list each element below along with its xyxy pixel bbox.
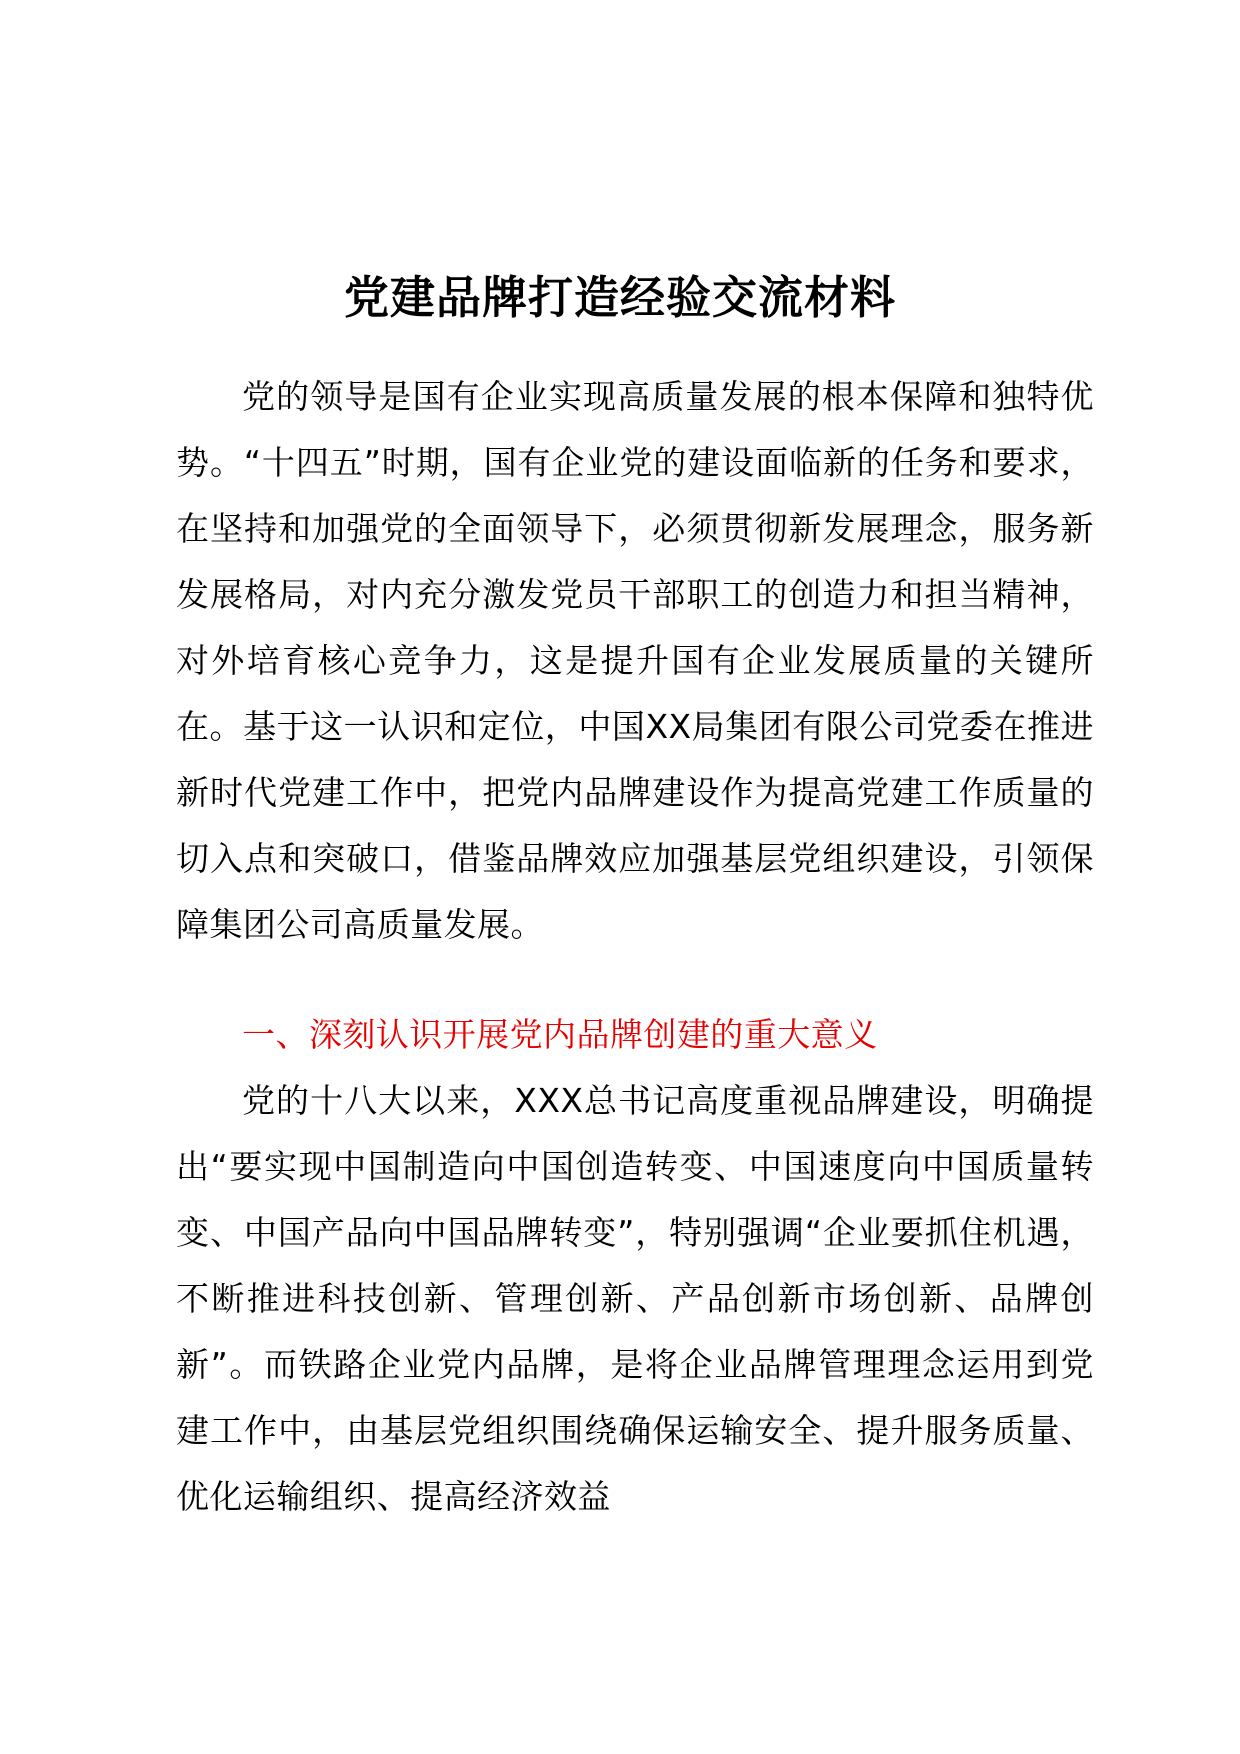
body-paragraph-2 (176, 1068, 1094, 1530)
paragraph-text-2: 党的十八大以来，XXX总书记高度重视品牌建设，明确提出“要实现中国制造向中国创造转变、中国速度向中国质量转变、中国产品向中国品牌转变”，特别强调“企业要抓住机遇，不断推进科技创新、管理创新、产品创新市场创新、品牌创新”。而铁路企业党内品牌，是将企业品牌管理理念运用到党建工作中，由基层党组织围绕确保运输安全、提升服务质量、优化运输组织、提高经济效益 (176, 1081, 1094, 1516)
paragraph-text-1: 党的领导是国有企业实现高质量发展的根本保障和独特优势。“十四五”时期，国有企业党的建设面临新的任务和要求，在坚持和加强党的全面领导下，必须贯彻新发展理念，服务新发展格局，对内充分激发党员干部职工的创造力和担当精神，对外培育核心竞争力，这是提升国有企业发展质量的关键所在。基于这一认识和定位，中国XX局集团有限公司党委在推进新时代党建工作中，把党内品牌建设作为提高党建工作质量的切入点和突破口，借鉴品牌效应加强基层党组织建设，引领保障集团公司高质量发展。 (176, 377, 1094, 944)
body-paragraph-1 (176, 364, 1094, 958)
section-heading-1: 一、深刻认识开展党内品牌创建的重大意义 (242, 1015, 878, 1054)
document-title: 党建品牌打造经验交流材料 (343, 271, 896, 324)
